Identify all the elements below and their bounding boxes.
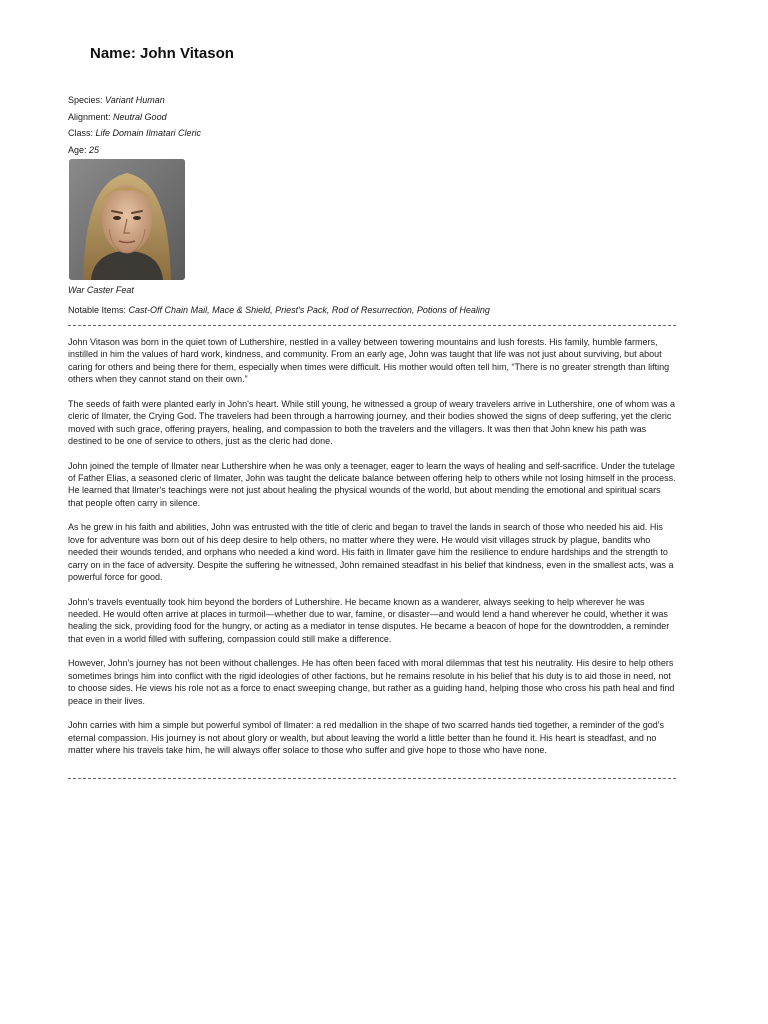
age-label: Age: — [68, 144, 87, 155]
backstory-paragraph: However, John's journey has not been without challenges. He has often been faced with moral dilemmas that test his neutrality. His desire to help others sometimes brings him into conflict with the rigid ideologies of other factions, but he remains resolute in his belief that his duty is to aid those in need, not to choose sides. He views his role not as a force to enact sweeping change, but rather as a guiding hand, helping those who cross his path heal and find peace in their lives. — [68, 658, 675, 706]
alignment-row — [68, 109, 201, 126]
species-label: Species: — [68, 95, 103, 105]
notable-items-label: Notable Items: — [68, 305, 127, 315]
feat-label: War Caster Feat — [68, 285, 134, 295]
top-divider — [68, 325, 676, 326]
class-label: Class: — [68, 128, 94, 138]
species-row — [68, 92, 201, 109]
backstory-paragraph: John Vitason was born in the quiet town of Luthershire, nestled in a valley between towering mountains and lush forests. His family, humble farmers, instilled in him the values of hard work, kindness, and community. From an early age, John was taught that life was not just about surviving, but about caring for others and being there for them, especially when times were difficult. His mother would often tell him, “There is no greater strength than lifting others when they cannot stand on their own.” — [68, 337, 670, 385]
character-name: Name: John Vitason — [90, 45, 234, 62]
bottom-divider — [68, 778, 676, 779]
species-value: Variant Human — [105, 95, 165, 105]
character-portrait — [69, 159, 185, 280]
backstory-paragraph: The seeds of faith were planted early in John's heart. While still young, he witnessed a group of weary travelers arrive in Luthershire, one of whom was a cleric of Ilmater, the Crying God. The travelers had been through a harrowing journey, and their bodies showed the signs of deep suffering, yet the cleric moved with such grace, offering prayers, healing, and compassion to both the travelers and the villagers. It was then that John knew his path was destined to be one of service to others, just as the cleric had done. — [68, 398, 676, 447]
backstory-paragraph: John carries with him a simple but powerful symbol of Ilmater: a red medallion in the shape of two scarred hands tied together, a reminder of the god's eternal compassion. His journey is not about glory or wealth, but about leaving the world a little better than he found it. His heart is steadfast, and no matter where his travels take him, he will always offer solace to those who suffer and give hope to those who have none. — [68, 720, 665, 756]
age-value: 25 — [89, 144, 100, 155]
notable-items-row — [68, 305, 490, 315]
alignment-label: Alignment: — [68, 111, 111, 122]
backstory-paragraph: John joined the temple of Ilmater near Luthershire when he was only a teenager, eager to learn the ways of healing and self-sacrifice. Under the tutelage of Father Elias, a seasoned cleric of Ilmater, John was taught the delicate balance between offering help to others while not losing himself in the process. He learned that Ilmater's teachings were not just about healing the physical wounds of the world, but about mending the emotional and spiritual scars that people often carry in silence. — [68, 460, 676, 508]
class-value: Life Domain Ilmatari Cleric — [95, 128, 202, 138]
notable-items-value: Cast-Off Chain Mail, Mace & Shield, Priest's Pack, Rod of Resurrection, Potions of Healing — [128, 305, 490, 315]
character-details — [68, 92, 201, 158]
class-row — [68, 125, 201, 142]
alignment-value: Neutral Good — [113, 111, 167, 122]
backstory-paragraph: As he grew in his faith and abilities, John was entrusted with the title of cleric and began to travel the lands in search of those who needed his aid. His love for adventure was born out of his deep desire to help others, no matter where they were. He would visit villages struck by plague, bandits who needed their wounds tended, and orphans who needed a kind word. His faith in Ilmater gave him the resilience to endure hardships and the strength to carry on in the face of adversity. Despite the suffering he witnessed, John remained steadfast in his belief that kindness, even in the smallest acts, was a powerful force for good. — [68, 522, 674, 583]
backstory-paragraph: John's travels eventually took him beyond the borders of Luthershire. He became known as a wanderer, always seeking to help wherever he was needed. He would often arrive at places in turmoil—whether due to war, famine, or disaster—and would lend a hand wherever he could, whether it was healing the sick, providing food for the hungry, or acting as a mediator in tense disputes. He became a beacon of hope for the downtrodden, a reminder that even in a world filled with suffering, compassion could still make a difference. — [68, 596, 670, 644]
age-row — [68, 142, 201, 159]
backstory — [68, 336, 678, 769]
